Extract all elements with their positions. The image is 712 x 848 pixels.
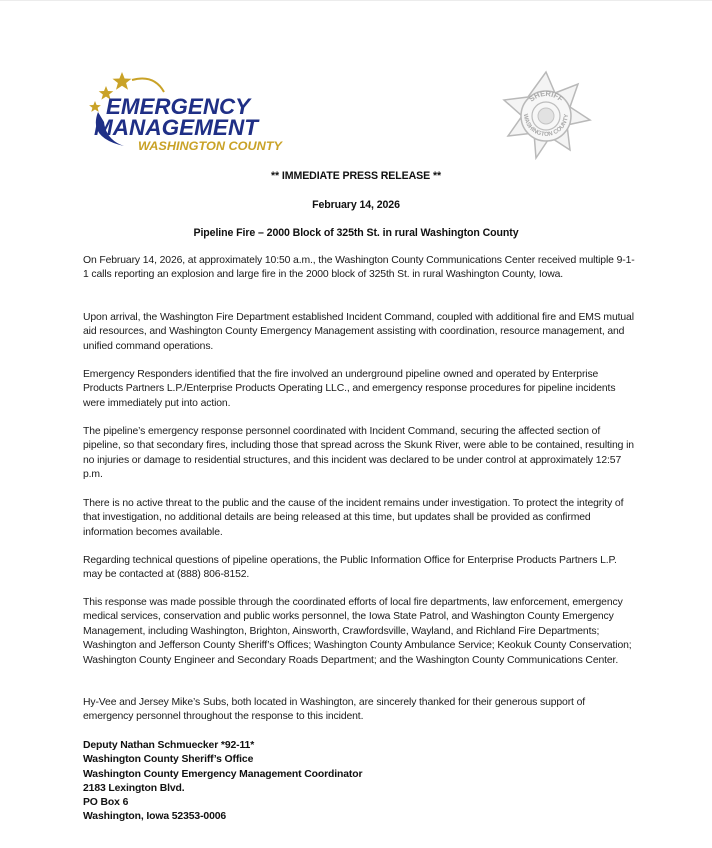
paragraph-incident-command: Upon arrival, the Washington Fire Department established Incident Command, coupled with additional fire and EMS mutual aid resources, and Washington County Emergency Management assisting with coordination, resource management, and unified command operations. <box>83 312 634 352</box>
logo-line1: EMERGENCY <box>106 94 253 119</box>
paragraph-thanks: Hy-Vee and Jersey Mike’s Subs, both located in Washington, are sincerely thanked for their generous support of emergency personnel throughout the response to this incident. <box>83 697 585 723</box>
badge-top-text: SHERIFF <box>527 88 566 104</box>
sheriff-badge-logo <box>500 70 592 160</box>
paragraph-investigation: There is no active threat to the public and the cause of the incident remains under investigation. To protect the integrity of that investigation, no additional details are being released at this time, but updates shall be provided as confirmed information becomes available. <box>83 498 624 538</box>
signature-street: 2183 Lexington Blvd. <box>83 782 185 794</box>
paragraph-acknowledgements: This response was made possible through the coordinated efforts of local fire departments, law enforcement, emergency medical services, conservation and public works personnel, the Iowa State Patrol, and Washington County Emergency Management, including Washington, Brighton, Ainsworth, Crawfordsville, Wayland, and Richland Fire Departments; Washington and Jefferson County Sheriff’s Offices; Washington County Ambulance Service; Keokuk County Conservation; Washington County Engineer and Secondary Roads Department; and the Washington County Communications Center. <box>83 597 632 666</box>
logo-line2: MANAGEMENT <box>94 115 260 140</box>
signature-title: Washington County Emergency Management Coordinator <box>83 768 363 780</box>
paragraph-containment: The pipeline’s emergency response personnel coordinated with Incident Command, securing the affected section of pipeline, so that secondary fires, including those that spread across the Skunk River, were able to be contained, resulting in no injuries or damage to residential structures, and this incident was declared to be under control at approximately 12:57 p.m. <box>83 426 634 481</box>
badge-bottom-text: WASHINGTON COUNTY <box>521 113 571 139</box>
release-date: February 14, 2026 <box>312 199 400 211</box>
logo-line3: WASHINGTON COUNTY <box>138 141 284 153</box>
signature-block <box>83 739 362 825</box>
signature-office: Washington County Sheriff’s Office <box>83 754 254 766</box>
star-icon <box>89 101 101 112</box>
paragraph-technical-contact: Regarding technical questions of pipeline operations, the Public Information Office for Enterprise Products Partners L.P. may be contacted at (888) 806-8152. <box>83 555 617 581</box>
page-top-border <box>0 0 712 1</box>
paragraph-incident-report: On February 14, 2026, at approximately 10:50 a.m., the Washington County Communications Center received multiple 9-1-1 calls reporting an explosion and large fire in the 2000 block of 325th St. in rural Washington County, Iowa. <box>83 255 635 281</box>
paragraph-pipeline-identified: Emergency Responders identified that the fire involved an underground pipeline owned and operated by Enterprise Products Partners L.P./Enterprise Products Operating LLC., and emergency response procedures for pipeline incidents were immediately put into action. <box>83 369 616 409</box>
release-headline: Pipeline Fire – 2000 Block of 325th St. in rural Washington County <box>193 227 519 239</box>
signature-name: Deputy Nathan Schmuecker *92-11* <box>83 740 255 751</box>
signature-po-box: PO Box 6 <box>83 797 129 809</box>
star-icon <box>113 72 132 90</box>
release-label: ** IMMEDIATE PRESS RELEASE ** <box>271 170 441 182</box>
signature-city-state-zip: Washington, Iowa 52353-0006 <box>83 811 227 823</box>
emergency-management-logo <box>84 70 289 155</box>
